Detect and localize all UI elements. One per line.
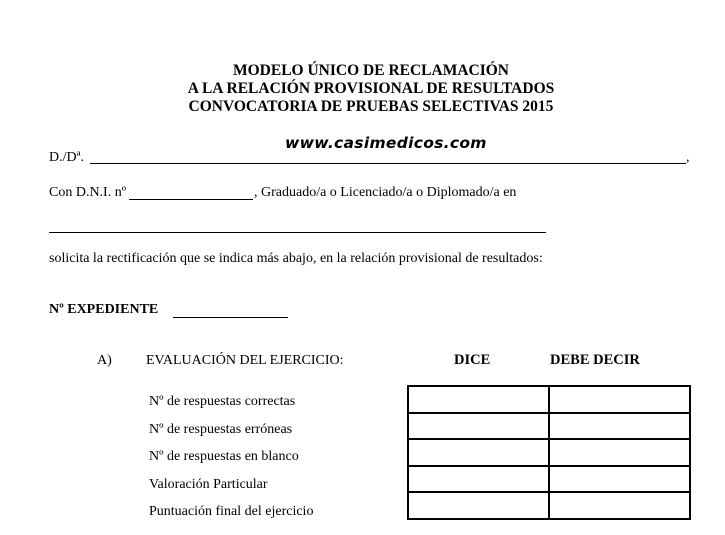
expediente-field-line[interactable] — [173, 317, 288, 318]
evaluation-grid — [407, 385, 691, 520]
dice-cell-puntuacion-final[interactable] — [408, 492, 549, 519]
debe-decir-cell-valoracion[interactable] — [549, 466, 690, 493]
dice-cell-correctas[interactable] — [408, 386, 549, 413]
row-label-puntuacion-final: Puntuación final del ejercicio — [149, 504, 314, 519]
dice-cell-valoracion[interactable] — [408, 466, 549, 493]
grid-row — [408, 466, 690, 493]
dice-cell-en-blanco[interactable] — [408, 439, 549, 466]
dd-name-field-line[interactable] — [90, 163, 686, 164]
debe-decir-cell-en-blanco[interactable] — [549, 439, 690, 466]
grid-row — [408, 439, 690, 466]
degree-label: , Graduado/a o Licenciado/a o Diplomado/a en — [254, 185, 517, 200]
row-label-valoracion: Valoración Particular — [149, 477, 268, 492]
watermark-url: www.casimedicos.com — [285, 134, 487, 152]
row-label-en-blanco: Nº de respuestas en blanco — [149, 449, 299, 464]
debe-decir-cell-puntuacion-final[interactable] — [549, 492, 690, 519]
debe-decir-cell-erroneas[interactable] — [549, 413, 690, 440]
row-label-erroneas: Nº de respuestas erróneas — [149, 422, 293, 437]
dni-label: Con D.N.I. nº — [49, 185, 127, 200]
section-title: EVALUACIÓN DEL EJERCICIO: — [146, 353, 344, 368]
degree-field-line[interactable] — [49, 232, 546, 233]
column-header-dice: DICE — [454, 352, 491, 368]
row-label-correctas: Nº de respuestas correctas — [149, 394, 296, 409]
grid-row — [408, 413, 690, 440]
dice-cell-erroneas[interactable] — [408, 413, 549, 440]
dni-field-line[interactable] — [129, 199, 253, 200]
column-header-debe-decir: DEBE DECIR — [550, 352, 640, 368]
document-title-line-1: MODELO ÚNICO DE RECLAMACIÓN — [233, 62, 509, 79]
section-letter: A) — [97, 353, 112, 368]
document-title-line-2: A LA RELACIÓN PROVISIONAL DE RESULTADOS — [187, 80, 555, 97]
debe-decir-cell-correctas[interactable] — [549, 386, 690, 413]
request-text: solicita la rectificación que se indica más abajo, en la relación provisional de resultados: — [49, 251, 543, 266]
dd-line-comma: , — [686, 150, 690, 165]
grid-row — [408, 492, 690, 519]
dd-label: D./Dª. — [49, 150, 84, 165]
document-title-line-3: CONVOCATORIA DE PRUEBAS SELECTIVAS 2015 — [188, 98, 554, 115]
grid-row — [408, 386, 690, 413]
expediente-label: Nº EXPEDIENTE — [49, 302, 159, 317]
